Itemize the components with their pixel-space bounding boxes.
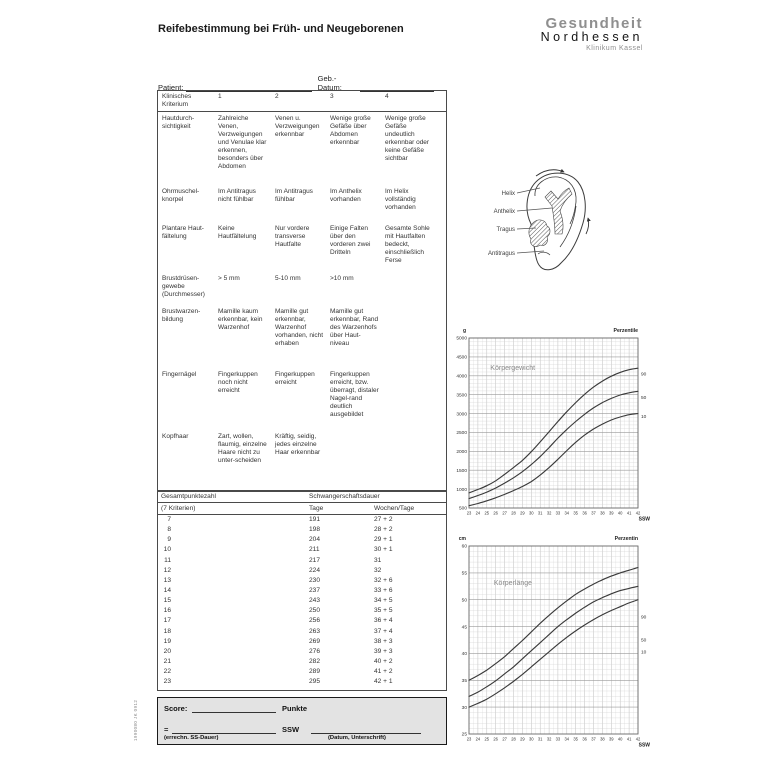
x-axis-tick-label: 41 [626, 510, 632, 516]
x-axis-label: SSW [638, 516, 650, 523]
x-axis-tick-label: 27 [502, 510, 507, 516]
wochen-tage-value: 42 + 1 [374, 678, 393, 686]
criterion-value: Mamille gut erkennbar, Rand des Warzenhofs über Haut-niveau [330, 308, 379, 347]
criteria-row [158, 112, 446, 185]
score-table-row [158, 545, 446, 555]
spacer-cell [171, 566, 306, 576]
series-label-90: 90 [641, 372, 647, 378]
score-table-row [158, 627, 446, 637]
score-value: 9 [167, 536, 171, 544]
spacer-cell [171, 606, 306, 616]
criterion-value: Zahlreiche Venen, Verzweigungen und Venulae klar erkennen, besonders über Abdomen [218, 115, 267, 170]
criterion-value: Im Helix vollständig vorhanden [385, 188, 416, 211]
y-axis-tick-label: 40 [461, 652, 467, 658]
y-axis-tick-label: 500 [458, 506, 467, 512]
x-axis-tick-label: 23 [466, 510, 472, 516]
score-value: 15 [163, 597, 171, 605]
x-axis-tick-label: 32 [546, 510, 552, 516]
x-axis-tick-label: 30 [529, 736, 534, 742]
score-table-row [158, 576, 446, 586]
spacer-cell [171, 667, 306, 677]
criterion-value: Fingerkuppen noch nicht erreicht [218, 371, 258, 394]
spacer-cell [171, 586, 306, 596]
signature-fill-line [311, 726, 421, 734]
criterion-value: Mamille kaum erkennbar, kein Warzenhof [218, 308, 263, 331]
criterion-value: >10 mm [330, 275, 354, 282]
x-axis-tick-label: 30 [529, 510, 534, 516]
criterion-name: Brustdrüsen-gewebe (Durchmesser) [162, 275, 205, 298]
criteria-column-header: 1 [218, 93, 222, 100]
y-axis-tick-label: 35 [461, 679, 467, 684]
y-axis-tick-label: 50 [461, 598, 467, 604]
x-axis-tick-label: 26 [493, 736, 498, 742]
score-value: 10 [163, 546, 171, 554]
wochen-tage-value: 34 + 5 [374, 597, 393, 605]
tage-value: 204 [309, 536, 321, 544]
y-axis-tick-label: 60 [461, 544, 467, 550]
y-axis-tick-label: 55 [461, 571, 467, 577]
x-axis-tick-label: 31 [537, 736, 543, 742]
x-axis-tick-label: 39 [609, 736, 614, 742]
score-table-col-tage: Tage [309, 505, 324, 512]
ss-dauer-caption: (errechn. SS-Dauer) [164, 735, 219, 741]
side-code: 1990080 JK 0912 [133, 699, 138, 741]
tage-value: 282 [309, 657, 321, 665]
spacer-cell [171, 677, 306, 687]
wochen-tage-value: 36 + 4 [374, 617, 393, 625]
y-axis-tick-label: 3000 [456, 412, 467, 418]
datum-unterschrift-caption: (Datum, Unterschrift) [328, 735, 386, 741]
score-table-row [158, 556, 446, 566]
criterion-value: Wenige große Gefäße undeutlich erkennbar oder keine Gefäße sichtbar [385, 115, 430, 162]
tage-value: 256 [309, 617, 321, 625]
score-value: 18 [163, 627, 171, 635]
criterion-value: Im Antitragus fühlbar [275, 188, 313, 203]
page-title: Reifebestimmung bei Früh- und Neugeborenen [158, 23, 404, 35]
x-axis-tick-label: 41 [626, 736, 632, 742]
x-axis-tick-label: 29 [520, 736, 525, 742]
criterion-value: Im Anthelix vorhanden [330, 188, 362, 203]
chart-inner-label: Körperlänge [493, 580, 533, 588]
criteria-row [158, 305, 446, 368]
tage-value: 263 [309, 627, 321, 635]
score-table [157, 491, 447, 691]
criterion-name: Hautdurch-sichtigkeit [162, 115, 195, 130]
y-axis-tick-label: 30 [461, 705, 467, 711]
score-value: 19 [163, 637, 171, 645]
x-axis-tick-label: 34 [564, 510, 570, 516]
wochen-tage-value: 27 + 2 [374, 516, 393, 523]
series-label-10: 10 [641, 414, 647, 420]
x-axis-tick-label: 36 [582, 736, 587, 742]
tage-value: 269 [309, 637, 321, 645]
y-axis-tick-label: 25 [461, 732, 467, 738]
y-axis-tick-label: 1000 [456, 487, 467, 493]
x-axis-tick-label: 25 [484, 736, 490, 742]
criterion-value [385, 275, 444, 303]
score-table-row [158, 566, 446, 576]
length-percentile-chart [452, 532, 652, 750]
y-axis-tick-label: 3500 [456, 393, 467, 399]
series-label-90: 90 [641, 615, 647, 621]
x-axis-tick-label: 38 [600, 736, 605, 742]
x-axis-tick-label: 28 [511, 510, 516, 516]
wochen-tage-value: 38 + 3 [374, 637, 393, 645]
score-table-row [158, 616, 446, 626]
criteria-row [158, 272, 446, 305]
score-table-subtitle: (7 Kriterien) [161, 505, 196, 512]
criterion-name: Ohrmuschel-knorpel [162, 188, 200, 203]
x-axis-tick-label: 40 [617, 510, 623, 516]
criterion-value: Fingerkuppen erreicht, bzw. überragt, distaler Nagel-rand deutlich ausgebildet [330, 371, 379, 418]
ear-label-antitragus: Antitragus [487, 251, 515, 257]
x-axis-tick-label: 36 [582, 510, 587, 516]
score-value: 7 [167, 516, 171, 523]
criterion-value: Venen u. Verzweigungen erkennbar [275, 115, 320, 138]
x-axis-tick-label: 37 [591, 510, 596, 516]
score-value: 17 [163, 617, 171, 625]
wochen-tage-value: 32 + 6 [374, 576, 393, 584]
score-value: 8 [167, 526, 171, 534]
score-table-row [158, 525, 446, 535]
x-axis-tick-label: 31 [537, 510, 543, 516]
spacer-cell [171, 616, 306, 626]
series-label-10: 10 [641, 650, 647, 656]
y-axis-unit-label: g [462, 328, 466, 334]
chart-inner-label: Körpergewicht [490, 365, 536, 373]
ssw-label: SSW [282, 725, 300, 734]
wochen-tage-value: 31 [374, 556, 382, 564]
criterion-value: Einige Falten über den vorderen zwei Dritteln [330, 225, 371, 256]
y-axis-tick-label: 2000 [456, 450, 467, 455]
criterion-value: Kräftig, seidig, jedes einzelne Haar erkennbar [275, 433, 321, 456]
ssw-fill-line [172, 726, 276, 734]
score-value: 14 [163, 586, 171, 594]
criterion-value: Wenige große Gefäße über Abdomen erkennbar [330, 115, 371, 146]
wochen-tage-value: 40 + 2 [374, 657, 393, 665]
spacer-cell [171, 637, 306, 647]
tage-value: 243 [309, 597, 321, 605]
criteria-row [158, 430, 446, 467]
tage-value: 295 [309, 678, 321, 686]
wochen-tage-value: 35 + 5 [374, 607, 393, 615]
score-table-row [158, 657, 446, 667]
tage-value: 276 [309, 647, 321, 655]
spacer-cell [171, 545, 306, 555]
criterion-value: Fingerkuppen erreicht [275, 371, 315, 386]
score-table-title: Gesamtpunktezahl [158, 492, 306, 503]
score-value: 13 [163, 576, 171, 584]
y-axis-tick-label: 45 [461, 625, 467, 631]
score-table-row [158, 667, 446, 677]
criterion-name: Fingernägel [162, 371, 197, 378]
criteria-row [158, 368, 446, 430]
wochen-tage-value: 41 + 2 [374, 668, 393, 676]
x-axis-tick-label: 23 [466, 736, 472, 742]
score-fill-line [192, 705, 276, 713]
criteria-row [158, 222, 446, 272]
tage-value: 211 [309, 546, 320, 554]
x-axis-tick-label: 42 [635, 510, 641, 516]
wochen-tage-value: 32 [374, 566, 382, 574]
x-axis-tick-label: 32 [546, 736, 552, 742]
criterion-value [385, 433, 444, 465]
x-axis-tick-label: 35 [573, 510, 578, 516]
spacer-cell [171, 596, 306, 606]
weight-percentile-chart [452, 324, 652, 524]
chart-title: Perzentin [614, 536, 638, 542]
tage-value: 224 [309, 566, 321, 574]
wochen-tage-value: 37 + 4 [374, 627, 393, 635]
spacer-cell [171, 525, 306, 535]
spacer-cell [171, 657, 306, 667]
ear-diagram [468, 166, 646, 288]
score-table-row [158, 637, 446, 647]
criteria-column-header: 4 [385, 93, 389, 100]
punkte-label: Punkte [282, 704, 308, 713]
criterion-name: Plantare Haut-fältelung [162, 225, 204, 240]
criteria-column-header: 2 [275, 93, 279, 100]
tage-value: 217 [309, 556, 321, 564]
criteria-column-header: 3 [330, 93, 334, 100]
score-value: 23 [163, 678, 171, 686]
score-table-row [158, 606, 446, 616]
score-table-row [158, 647, 446, 657]
x-axis-label: SSW [638, 742, 650, 749]
chart-title: Perzentile [613, 328, 638, 334]
x-axis-tick-label: 38 [600, 510, 605, 516]
x-axis-tick-label: 34 [564, 736, 570, 742]
ear-label-anthelix: Anthelix [493, 209, 515, 215]
grid-lines [469, 546, 638, 734]
score-table-row [158, 677, 446, 687]
x-axis-tick-label: 29 [520, 510, 525, 516]
score-value: 22 [163, 668, 171, 676]
series-label-50: 50 [641, 638, 647, 644]
logo-line-3: Klinikum Kassel [586, 45, 643, 52]
score-box [157, 697, 447, 745]
tage-value: 237 [309, 586, 321, 594]
clinic-logo [495, 16, 643, 54]
spacer-cell [171, 556, 306, 566]
ear-label-helix: Helix [501, 191, 515, 197]
criterion-name: Brustwarzen-bildung [162, 308, 201, 323]
x-axis-tick-label: 39 [609, 510, 614, 516]
spacer-cell [171, 627, 306, 637]
score-table-header-row-1 [158, 492, 446, 503]
tage-value: 191 [309, 516, 321, 523]
grid-lines [469, 338, 638, 508]
x-axis-tick-label: 28 [511, 736, 516, 742]
score-table-row [158, 535, 446, 545]
score-table-row [158, 596, 446, 606]
y-axis-tick-label: 4000 [456, 374, 467, 380]
logo-line-2: Nordhessen [540, 30, 643, 44]
wochen-tage-value: 29 + 1 [374, 536, 393, 544]
x-axis-tick-label: 33 [555, 510, 561, 516]
tage-value: 250 [309, 607, 321, 615]
equals-label: = [164, 725, 169, 734]
score-table-col-wochen: Wochen/Tage [374, 505, 415, 512]
y-axis-tick-label: 4500 [456, 355, 467, 361]
criteria-header-row [158, 91, 446, 112]
tage-value: 198 [309, 526, 321, 534]
y-axis-tick-label: 5000 [456, 336, 467, 342]
criterion-value: Im Antitragus nicht fühlbar [218, 188, 256, 203]
logo-line-1: Gesundheit [545, 15, 643, 32]
x-axis-tick-label: 24 [475, 736, 481, 742]
criterion-value: Mamille gut erkennbar, Warzenhof vorhanden, nicht erhaben [275, 308, 324, 347]
wochen-tage-value: 39 + 3 [374, 647, 393, 655]
criterion-value: Zart, wollen, flaumig, einzelne Haare nicht zu unter-scheiden [218, 433, 267, 464]
wochen-tage-value: 33 + 6 [374, 586, 393, 594]
score-value: 11 [164, 556, 171, 564]
spacer-cell [171, 647, 306, 657]
criteria-row [158, 185, 446, 222]
criterion-value: Keine Hautfältelung [218, 225, 257, 240]
x-axis-tick-label: 35 [573, 736, 578, 742]
score-value: 16 [163, 607, 171, 615]
score-table-row [158, 586, 446, 596]
spacer-cell [171, 576, 306, 586]
x-axis-tick-label: 27 [502, 736, 507, 742]
criterion-value [330, 433, 385, 465]
criterion-value: Gesamte Sohle mit Hautfalten bedeckt, einschließlich Ferse [385, 225, 430, 264]
y-axis-tick-label: 2500 [456, 431, 467, 437]
ear-label-tragus: Tragus [496, 227, 515, 233]
score-table-header-row-2 [158, 503, 446, 515]
score-label: Score: [164, 704, 188, 713]
criterion-value: Nur vordere transverse Hautfalte [275, 225, 310, 248]
criteria-header-label: Klinisches Kriterium [162, 93, 192, 108]
tage-value: 289 [309, 668, 321, 676]
criterion-value: > 5 mm [218, 275, 240, 282]
score-value: 20 [163, 647, 171, 655]
score-value: 12 [163, 566, 171, 574]
score-table-row [158, 515, 446, 525]
criterion-value: 5-10 mm [275, 275, 301, 282]
score-table-group-title: Schwangerschaftsdauer [306, 492, 446, 503]
criteria-table [157, 90, 447, 491]
x-axis-tick-label: 25 [484, 510, 490, 516]
x-axis-tick-label: 40 [617, 736, 623, 742]
wochen-tage-value: 28 + 2 [374, 526, 393, 534]
x-axis-tick-label: 33 [555, 736, 561, 742]
score-value: 21 [163, 657, 171, 665]
tage-value: 230 [309, 576, 321, 584]
criterion-value [385, 308, 444, 366]
wochen-tage-value: 30 + 1 [374, 546, 393, 554]
patient-label: Patient: [158, 83, 184, 92]
y-axis-unit-label: cm [458, 536, 466, 542]
x-axis-tick-label: 37 [591, 736, 596, 742]
birthdate-label: Geb.-Datum: [317, 74, 342, 92]
spacer-cell [171, 535, 306, 545]
x-axis-tick-label: 26 [493, 510, 498, 516]
criterion-value [385, 371, 444, 428]
x-axis-tick-label: 24 [475, 510, 481, 516]
criterion-name: Kopfhaar [162, 433, 189, 440]
spacer-cell [171, 515, 306, 525]
series-label-50: 50 [641, 395, 647, 401]
x-axis-tick-label: 42 [635, 736, 641, 742]
y-axis-tick-label: 1500 [456, 468, 467, 474]
